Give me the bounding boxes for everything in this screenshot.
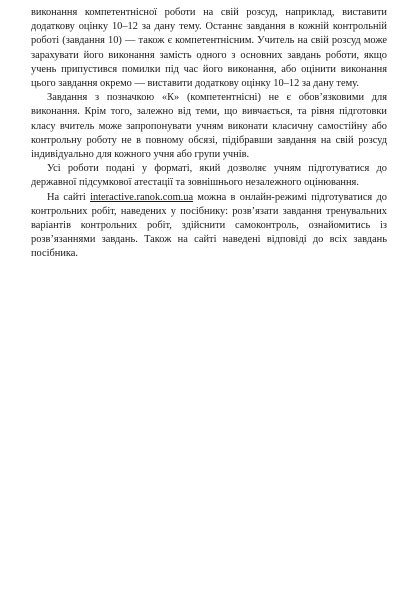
website-text-after: можна в онлайн-режимі підготуватися до контрольних робіт, наведених у посібнику: розв’язати завдання тренувальних варіантів контрольних робіт, здійснити самоконтроль, ознайомитись із розв’язаннями завдань. Також на сайті наведені відповіді до всіх завдань посібника.	[31, 191, 387, 260]
website-link[interactable]: interactive.ranok.com.ua	[90, 191, 194, 203]
paragraph-exam-format: Усі роботи подані у форматі, який дозволяє учням підготуватися до державної підсумкової атестації та зовнішнього незалежного оцінювання.	[31, 163, 387, 189]
paragraph-competency-work: виконання компетентнісної роботи на свій розсуд, наприклад, виставити додаткову оцінку 10–12 за дану тему. Останнє завдання в кожній контрольній роботі (завдання 10) — також є компетентнісним. Учитель на свій розсуд може зарахувати його виконання замість одного з основних завдань роботи, якщо учень припустився помилки під час його виконання, або оцінити виконання цього завдання окремо — виставити додаткову оцінку 10–12 за дану тему.	[31, 7, 387, 90]
paragraph-website-info	[31, 191, 387, 262]
website-text-before: На сайті	[47, 191, 91, 203]
paragraph-optional-tasks: Завдання з позначкою «К» (компетентнісні) не є обов’язковими для виконання. Крім того, залежно від теми, що вивчається, та рівня підготовки класу вчитель може запропонувати учням виконати класичну самостійну або контрольну роботу не в повному обсязі, підібравши завдання на свій розсуд індивідуально для кожного учня або групи учнів.	[31, 92, 387, 161]
document-page	[31, 6, 387, 262]
